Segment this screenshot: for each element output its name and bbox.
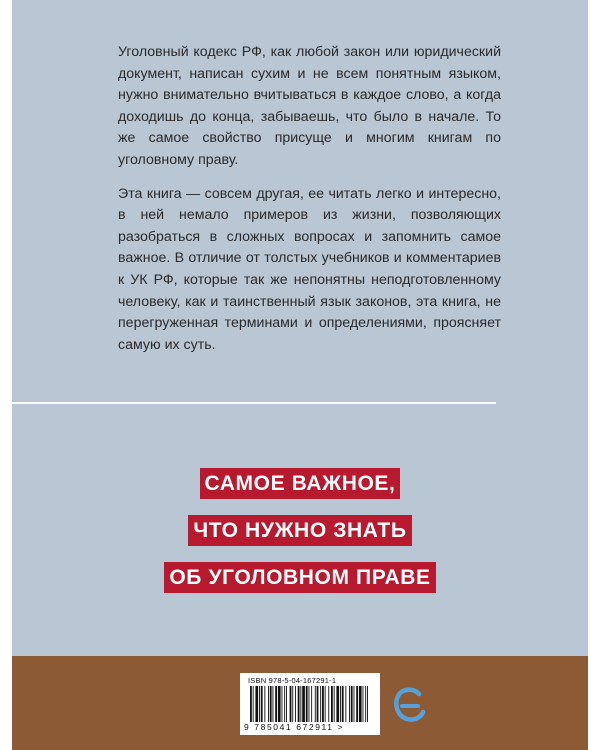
barcode-bar (345, 686, 346, 722)
slogan-text-1: САМОЕ ВАЖНОЕ, (200, 468, 401, 499)
barcode-bar (295, 686, 296, 722)
barcode-bar (336, 686, 339, 722)
barcode-bar (351, 686, 353, 722)
barcode-bar (275, 686, 277, 722)
barcode-bar (259, 686, 260, 722)
annotation-text (118, 42, 501, 368)
barcode-bar (331, 686, 333, 722)
annotation-paragraph-1: Уголовный кодекс РФ, как любой закон или юридический документ, написан сухим и не всем понятным языком, нужно внимательно вчитываться в каждое слово, а когда доходишь до конца, забываешь, что было в начале. То же самое свойство присуще и многим книгам по уголовному праву. (118, 44, 501, 168)
barcode-bar (290, 686, 292, 722)
barcode-bar (365, 686, 366, 722)
barcode-bar (264, 686, 265, 722)
slogan-text-2: ЧТО НУЖНО ЗНАТЬ (188, 515, 411, 546)
barcode-bar (268, 686, 269, 722)
slogan-line-3 (12, 562, 588, 593)
barcode-bar (273, 686, 274, 722)
barcode-bar (298, 686, 300, 722)
barcode-bar (322, 686, 324, 722)
barcode-bar (261, 686, 263, 722)
barcode (240, 673, 380, 735)
barcode-bar (250, 686, 252, 722)
barcode-bar (270, 686, 272, 722)
barcode-bar (334, 686, 335, 722)
slogan-line-1 (12, 468, 588, 499)
barcode-bar (340, 686, 341, 722)
barcode-bar (255, 686, 258, 722)
barcode-bar (325, 686, 326, 722)
barcode-bar (342, 686, 344, 722)
barcode-bar (300, 686, 301, 722)
barcode-bar (286, 686, 287, 722)
barcode-bars (250, 686, 370, 722)
barcode-bar (367, 686, 368, 722)
barcode-bar (311, 686, 312, 722)
barcode-bar (282, 686, 283, 722)
back-cover (12, 0, 588, 750)
barcode-bar (359, 686, 362, 722)
barcode-bar (315, 686, 316, 722)
divider-line (12, 402, 496, 404)
annotation-paragraph-2: Эта книга — совсем другая, ее читать легко и интересно, в ней немало примеров из жизни, позволяющих разобраться в сложных вопросах и запомнить самое важное. В отличие от толстых учебников и комментариев к УК РФ, которые так же непонятны неподготовленному человеку, как и таинственный язык законов, эта книга, не перегруженная терминами и определениями, проясняет самую их суть. (118, 185, 501, 353)
barcode-bar (328, 686, 329, 722)
barcode-bar (278, 686, 281, 722)
barcode-bar (363, 686, 364, 722)
barcode-bar (349, 686, 350, 722)
barcode-bar (317, 686, 319, 722)
barcode-bar (253, 686, 254, 722)
barcode-bar (306, 686, 308, 722)
barcode-bar (354, 686, 355, 722)
slogan-line-2 (12, 515, 588, 546)
eksmo-logo-icon (392, 685, 426, 725)
slogan-text-3: ОБ УГОЛОВНОМ ПРАВЕ (164, 562, 435, 593)
barcode-bar (284, 686, 285, 722)
barcode-bar (320, 686, 321, 722)
isbn-label: ISBN 978-5-04-167291-1 (248, 676, 337, 685)
barcode-bar (292, 686, 293, 722)
barcode-bar (356, 686, 358, 722)
barcode-bar (302, 686, 305, 722)
barcode-number: 9 785041 672911 > (244, 722, 345, 732)
barcode-bar (309, 686, 310, 722)
